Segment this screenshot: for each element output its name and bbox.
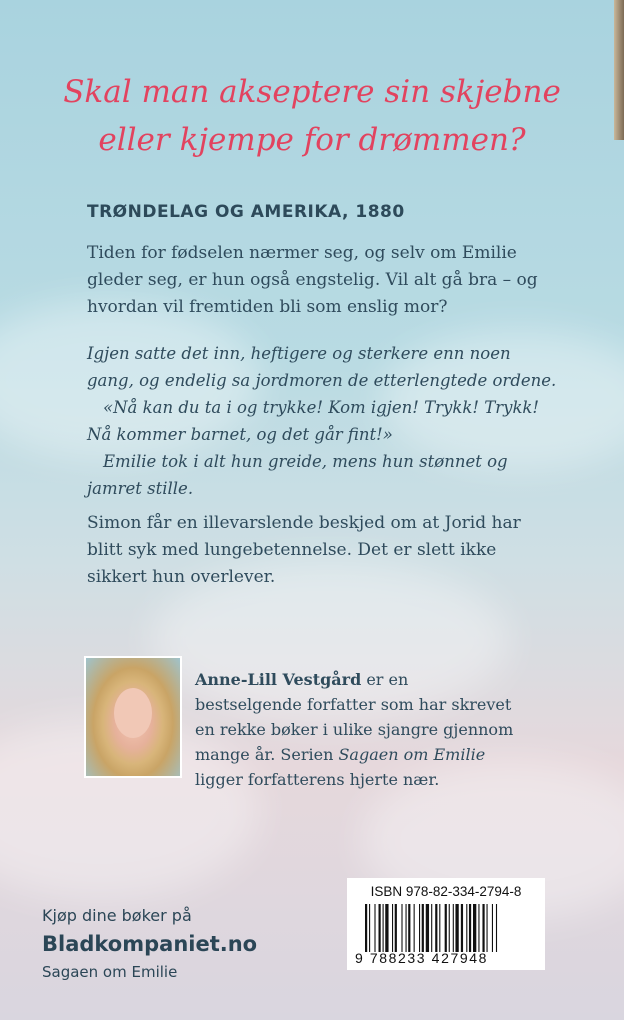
- barcode-bar: [419, 904, 420, 952]
- barcode-bar: [453, 904, 454, 952]
- barcode-bar: [466, 904, 467, 952]
- barcode-bar: [385, 904, 388, 952]
- barcode-bar: [496, 904, 497, 952]
- author-name: Anne-Lill Vestgård: [195, 670, 362, 689]
- barcode-bar: [365, 904, 367, 952]
- excerpt-paragraph-1: Igjen satte det inn, heftigere og sterkere enn noen gang, og endelig sa jordmoren de etterlengtede ordene.: [87, 344, 557, 390]
- barcode-bar: [473, 904, 476, 952]
- setting-heading: TRØNDELAG OG AMERIKA, 1880: [87, 202, 405, 222]
- barcode-bar: [395, 904, 397, 952]
- excerpt-paragraph-3: Emilie tok i alt hun greide, mens hun stønnet og jamret stille.: [87, 452, 508, 498]
- barcode-bar: [445, 904, 447, 952]
- barcode-bar: [435, 904, 437, 952]
- barcode-bar: [406, 904, 407, 952]
- barcode-bar: [461, 904, 463, 952]
- tagline-line-2: eller kjempe for drømmen?: [98, 122, 526, 158]
- barcode-bar: [379, 904, 381, 952]
- shop-series: Sagaen om Emilie: [42, 963, 178, 981]
- barcode-bar: [492, 904, 493, 952]
- barcode-bar: [487, 904, 488, 952]
- isbn-text: ISBN 978-82-334-2794-8: [370, 884, 522, 899]
- barcode-bar: [401, 904, 402, 952]
- author-photo: [84, 656, 182, 778]
- barcode-bar: [455, 904, 458, 952]
- barcode-bar: [374, 904, 375, 952]
- author-bio: [195, 667, 515, 792]
- barcode-bar: [478, 904, 479, 952]
- excerpt: [87, 340, 557, 502]
- synopsis-paragraph-1: Tiden for fødselen nærmer seg, og selv om Emilie gleder seg, er hun også engstelig. Vil alt gå bra – og hvordan vil fremtiden bli som enslig mor?: [87, 243, 538, 317]
- shop-line-1: Kjøp dine bøker på: [42, 906, 192, 925]
- barcode-bar: [422, 904, 424, 952]
- synopsis-paragraph-2: Simon får en illevarslende beskjed om at Jorid har blitt syk med lungebetennelse. Det er slett ikke sikkert hun overlever.: [87, 513, 521, 587]
- author-bio-text-1: er en bestselgende forfatter som har skrevet en rekke bøker i ulike sjangre gjennom mange år. Serien: [195, 670, 514, 764]
- barcode-bar: [369, 904, 370, 952]
- series-name: Sagaen om Emilie: [338, 745, 486, 764]
- tagline: [0, 68, 624, 164]
- author-face: [114, 688, 152, 738]
- excerpt-paragraph-2: «Nå kan du ta i og trykke! Kom igjen! Trykk! Trykk! Nå kommer barnet, og det går fint!»: [87, 398, 540, 444]
- barcode-bar: [482, 904, 484, 952]
- shop-info: [42, 905, 257, 983]
- barcode-bar: [414, 904, 415, 952]
- barcode-bar: [383, 904, 384, 952]
- barcode-bar: [426, 904, 429, 952]
- shop-website: Bladkompaniet.no: [42, 932, 258, 956]
- barcode-bar: [439, 904, 440, 952]
- barcode-bar: [408, 904, 410, 952]
- tagline-line-1: Skal man akseptere sin skjebne: [63, 74, 561, 110]
- barcode-bar: [431, 904, 432, 952]
- ean-number: 9 788233 427948: [355, 950, 488, 966]
- barcode-bars: [365, 904, 529, 952]
- barcode-bar: [469, 904, 471, 952]
- barcode-bar: [392, 904, 393, 952]
- author-bio-text-2: ligger forfatterens hjerte nær.: [195, 770, 440, 789]
- barcode: [347, 878, 545, 970]
- barcode-bar: [449, 904, 450, 952]
